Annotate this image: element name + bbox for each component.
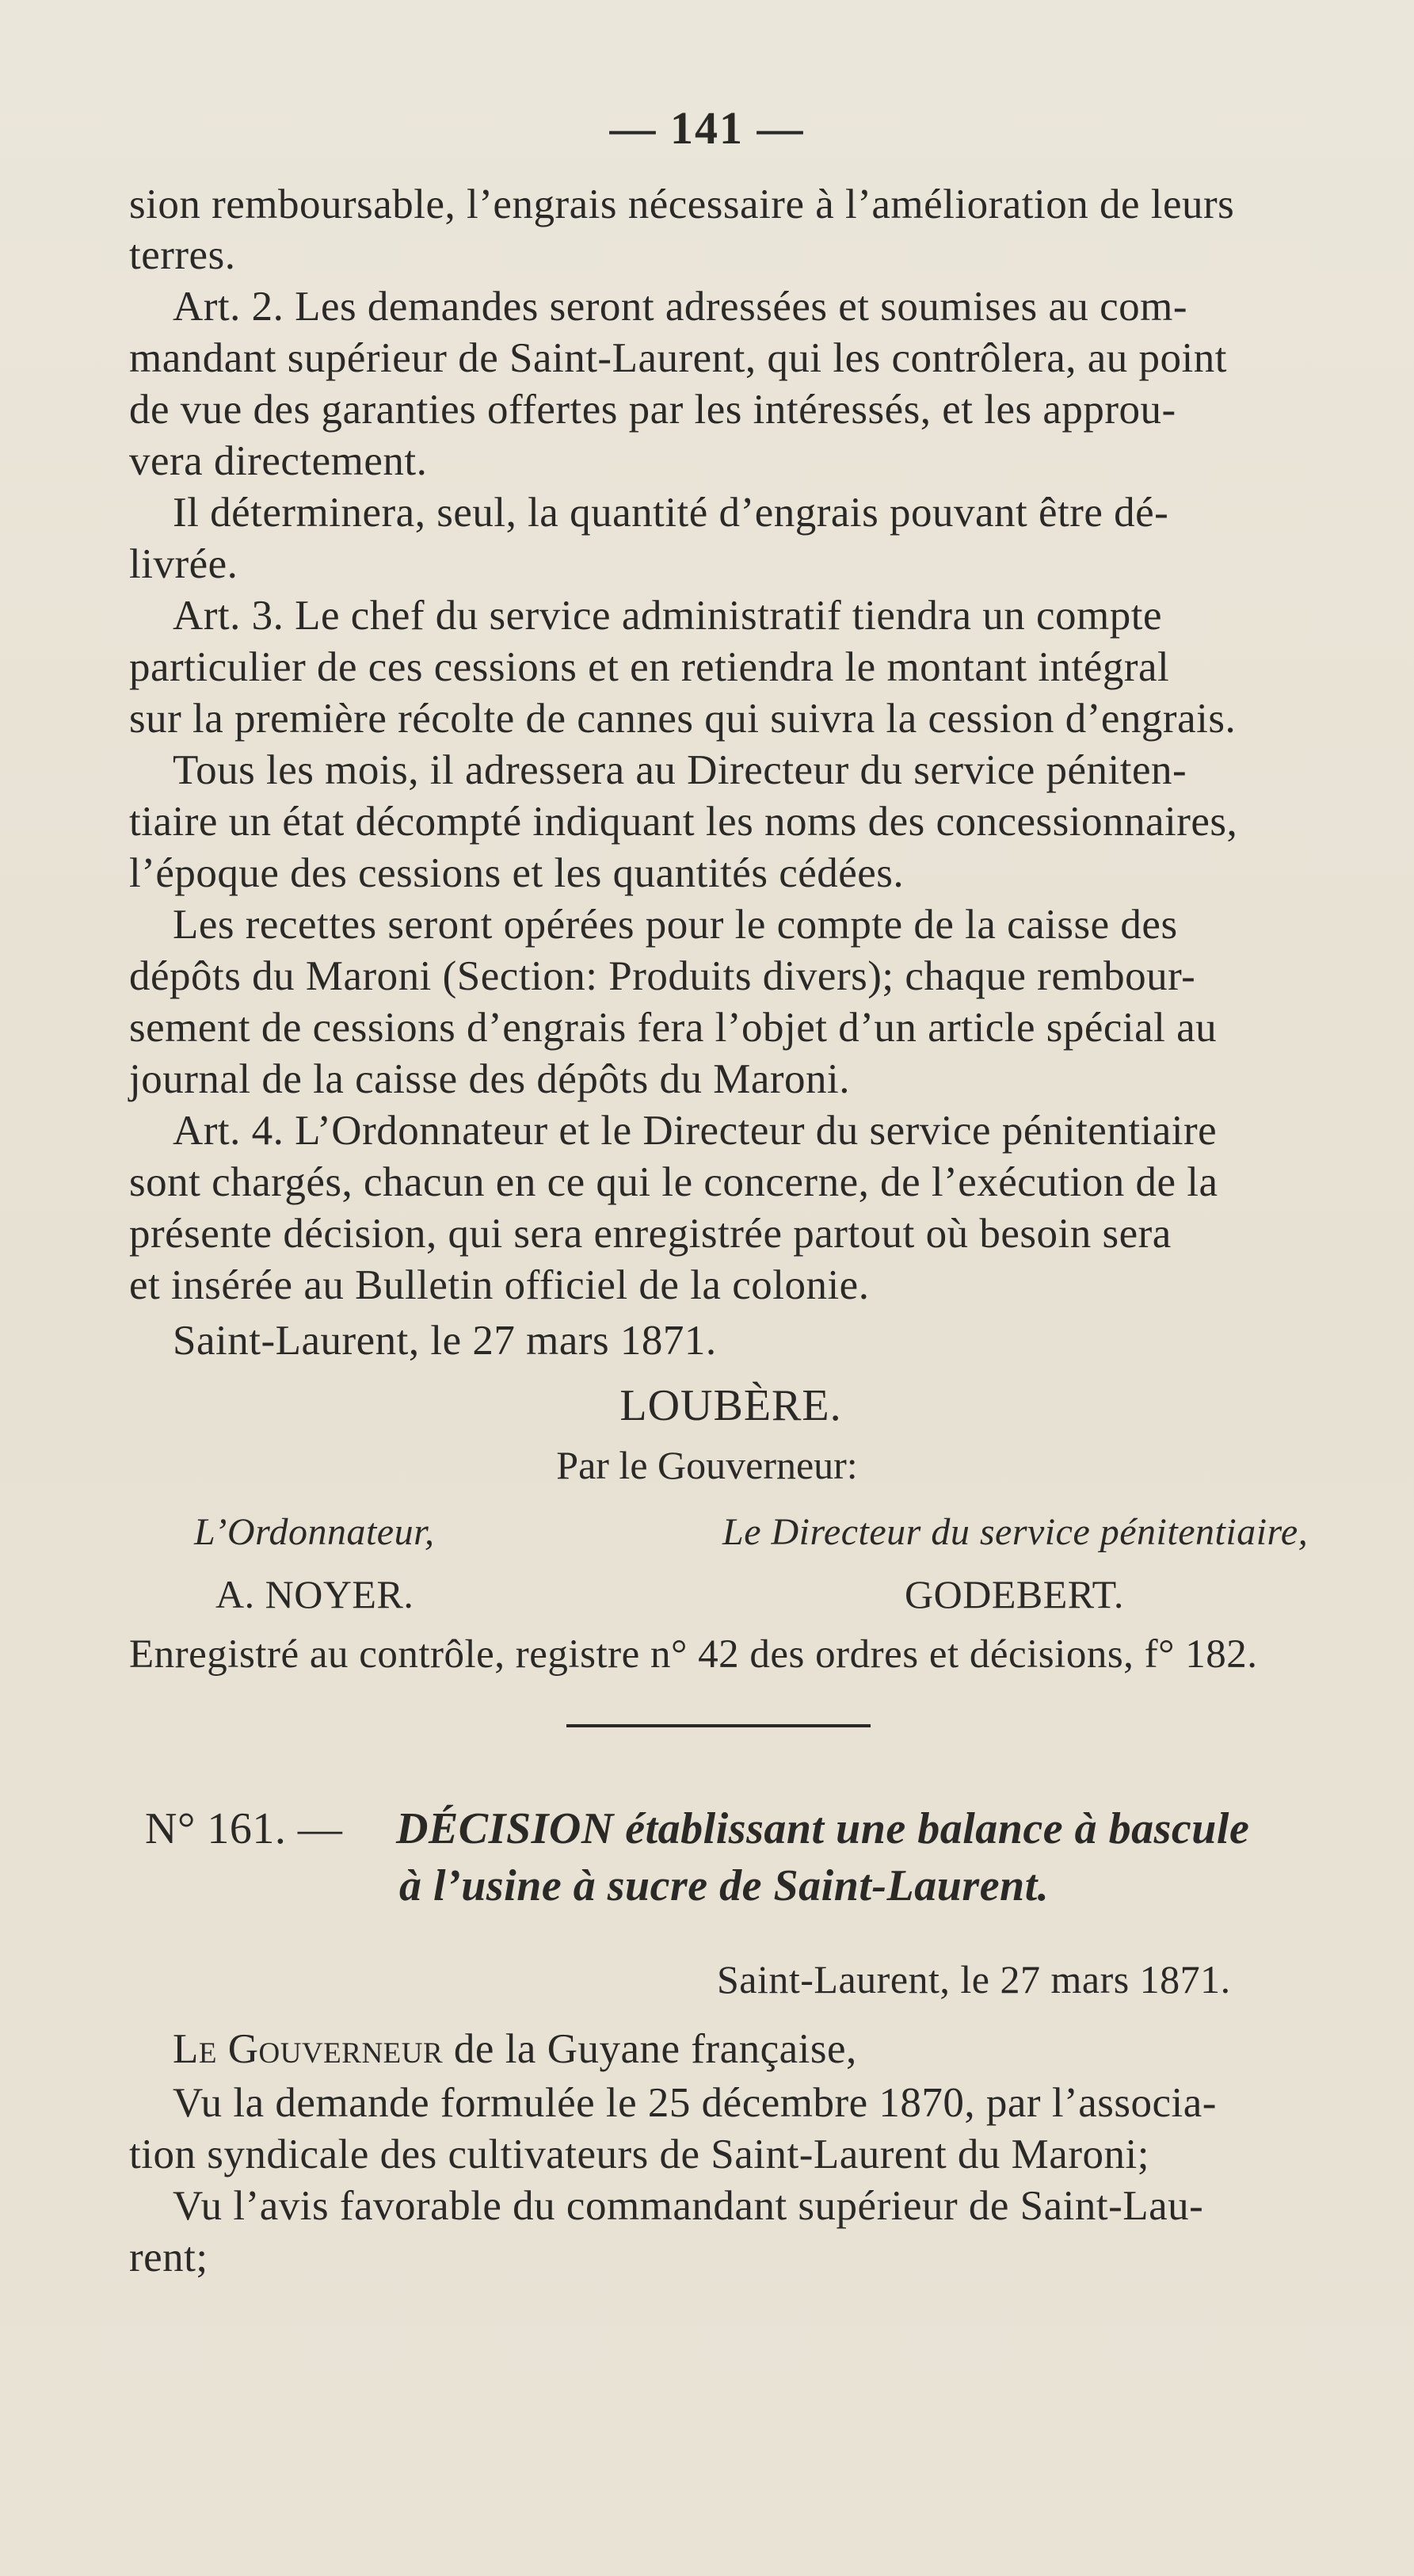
dateline: Saint-Laurent, le 27 mars 1871. [173,1318,717,1364]
text-line: journal de la caisse des dépôts du Maroni. [129,1056,850,1102]
text-line: sement de cessions d’engrais fera l’objet d’un article spécial au [129,1005,1218,1051]
decision-number: N° 161. — [145,1804,343,1853]
governor-heading-rest: de la Guyane française, [443,2026,857,2072]
ordonnateur-title: L’Ordonnateur, [194,1511,435,1553]
registration-note: Enregistré au contrôle, registre n° 42 des ordres et décisions, f° 182. [129,1632,1258,1677]
ordonnateur-name: A. NOYER. [215,1572,414,1616]
decision-title: DÉCISION établissant une balance à bascule [396,1804,1250,1853]
governor-line [173,2024,857,2074]
text-line: Vu l’avis favorable du commandant supérieur de Saint-Lau- [173,2183,1204,2229]
governor-heading: Le Gouverneur [173,2026,444,2072]
text-line: terres. [129,232,236,278]
text-line: sont chargés, chacun en ce qui le concerne, de l’exécution de la [129,1159,1218,1205]
text-line: l’époque des cessions et les quantités cédées. [129,850,905,896]
page-number: — 141 — [609,102,805,154]
text-line: Les recettes seront opérées pour le compte de la caisse des [173,902,1178,948]
text-line: particulier de ces cessions et en retiendra le montant intégral [129,644,1170,690]
text-line: mandant supérieur de Saint-Laurent, qui les contrôlera, au point [129,335,1228,381]
by-governor: Par le Gouverneur: [556,1443,858,1487]
decision-dateline: Saint-Laurent, le 27 mars 1871. [717,1957,1231,2002]
text-line: sur la première récolte de cannes qui suivra la cession d’engrais. [129,696,1237,742]
text-line: Art. 3. Le chef du service administratif tiendra un compte [173,593,1163,639]
text-line: dépôts du Maroni (Section: Produits divers); chaque rembour- [129,953,1196,999]
text-line: rent; [129,2234,208,2280]
text-line: Art. 4. L’Ordonnateur et le Directeur du service pénitentiaire [173,1108,1218,1154]
directeur-title: Le Directeur du service pénitentiaire, [722,1511,1309,1553]
text-line: Art. 2. Les demandes seront adressées et soumises au com- [173,284,1188,330]
text-line: Vu la demande formulée le 25 décembre 1870, par l’associa- [173,2080,1217,2126]
decision-title-cont: à l’usine à sucre de Saint-Laurent. [399,1861,1050,1910]
text-line: sion remboursable, l’engrais nécessaire à l’amélioration de leurs [129,181,1235,227]
text-line: de vue des garanties offertes par les intéressés, et les approu- [129,387,1176,433]
text-line: et insérée au Bulletin officiel de la colonie. [129,1262,870,1308]
text-line: tiaire un état décompté indiquant les noms des concessionnaires, [129,799,1238,845]
governor-signature: LOUBÈRE. [619,1381,842,1430]
text-line: Tous les mois, il adressera au Directeur du service péniten- [173,747,1187,793]
directeur-name: GODEBERT. [905,1572,1124,1616]
text-line: présente décision, qui sera enregistrée partout où besoin sera [129,1211,1172,1257]
text-line: livrée. [129,541,238,587]
text-line: tion syndicale des cultivateurs de Saint-Laurent du Maroni; [129,2131,1149,2177]
text-line: vera directement. [129,438,428,484]
text-line: Il déterminera, seul, la quantité d’engrais pouvant être dé- [173,490,1169,536]
section-divider [566,1724,871,1727]
